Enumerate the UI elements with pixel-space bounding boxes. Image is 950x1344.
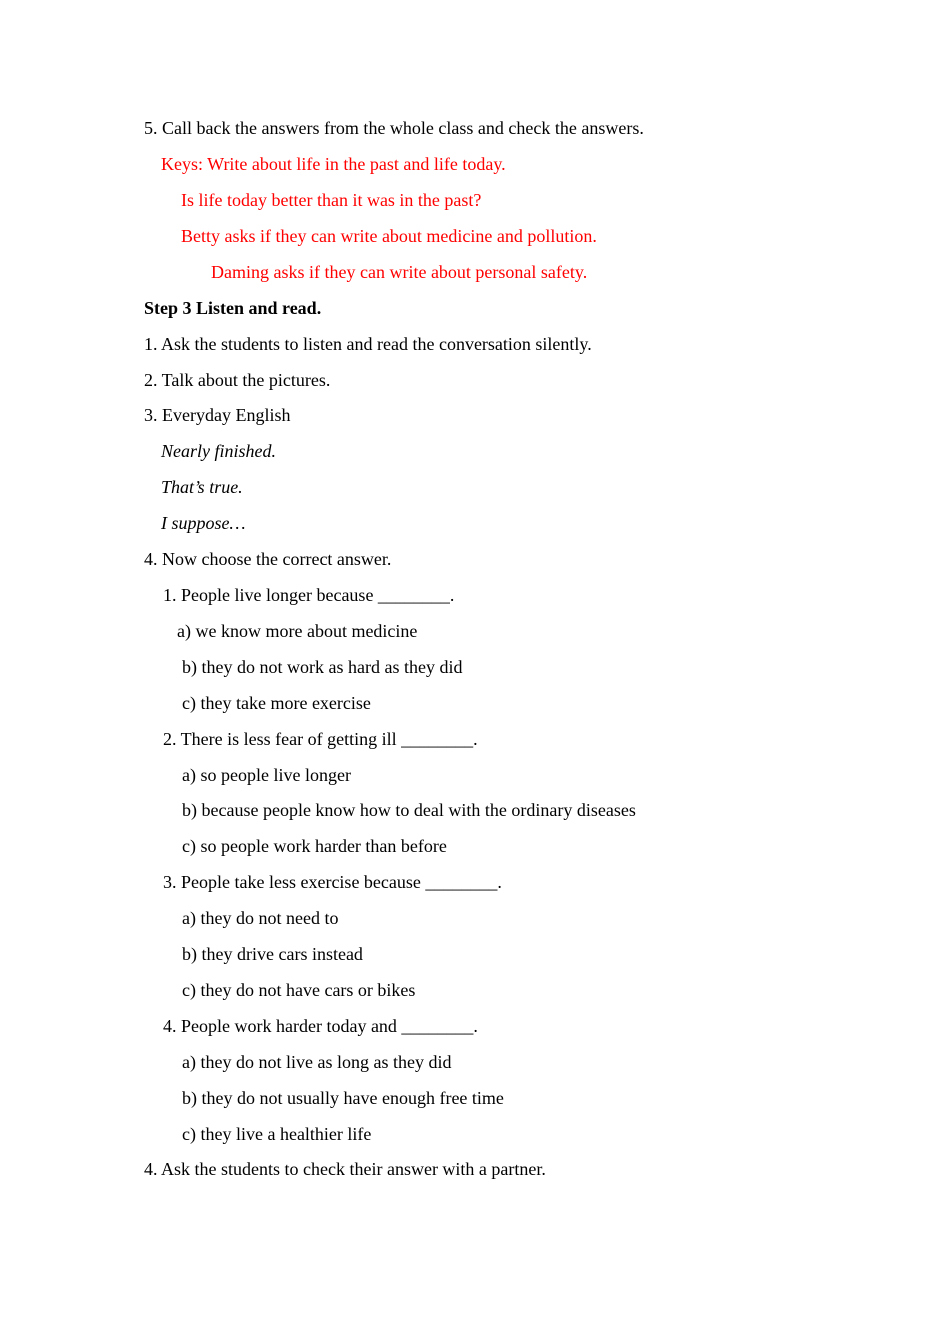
everyday-english-expression: Nearly finished. [161,441,276,461]
answer-key-line: Betty asks if they can write about medicine and pollution. [181,226,597,246]
answer-option: c) they take more exercise [182,693,371,713]
step3-item-1: 1. Ask the students to listen and read the conversation silently. [144,334,592,354]
answer-option: b) they do not work as hard as they did [182,657,463,677]
answer-option: a) they do not need to [182,908,339,928]
question: 2. There is less fear of getting ill ________. [163,729,478,749]
step3-item-3: 3. Everyday English [144,405,291,425]
answer-option: b) they drive cars instead [182,944,363,964]
step3-item-2: 2. Talk about the pictures. [144,370,331,390]
answer-option: b) they do not usually have enough free time [182,1088,504,1108]
answer-option: a) so people live longer [182,765,351,785]
answer-key-line: Daming asks if they can write about personal safety. [211,262,588,282]
answer-option: b) because people know how to deal with the ordinary diseases [182,800,636,820]
step3-final-item: 4. Ask the students to check their answer with a partner. [144,1159,546,1179]
question: 1. People live longer because ________. [163,585,455,605]
step5-instruction: 5. Call back the answers from the whole class and check the answers. [144,118,644,138]
question: 3. People take less exercise because ________. [163,872,502,892]
answer-option: c) they do not have cars or bikes [182,980,416,1000]
answer-option: a) we know more about medicine [177,621,418,641]
everyday-english-expression: I suppose… [161,513,246,533]
step3-item-4: 4. Now choose the correct answer. [144,549,392,569]
answer-option: c) they live a healthier life [182,1124,372,1144]
everyday-english-expression: That’s true. [161,477,243,497]
step3-heading: Step 3 Listen and read. [144,298,322,318]
question: 4. People work harder today and ________. [163,1016,478,1036]
answer-option: a) they do not live as long as they did [182,1052,452,1072]
answer-option: c) so people work harder than before [182,836,447,856]
answer-key-line: Is life today better than it was in the past? [181,190,482,210]
answer-key-line: Keys: Write about life in the past and life today. [161,154,506,174]
